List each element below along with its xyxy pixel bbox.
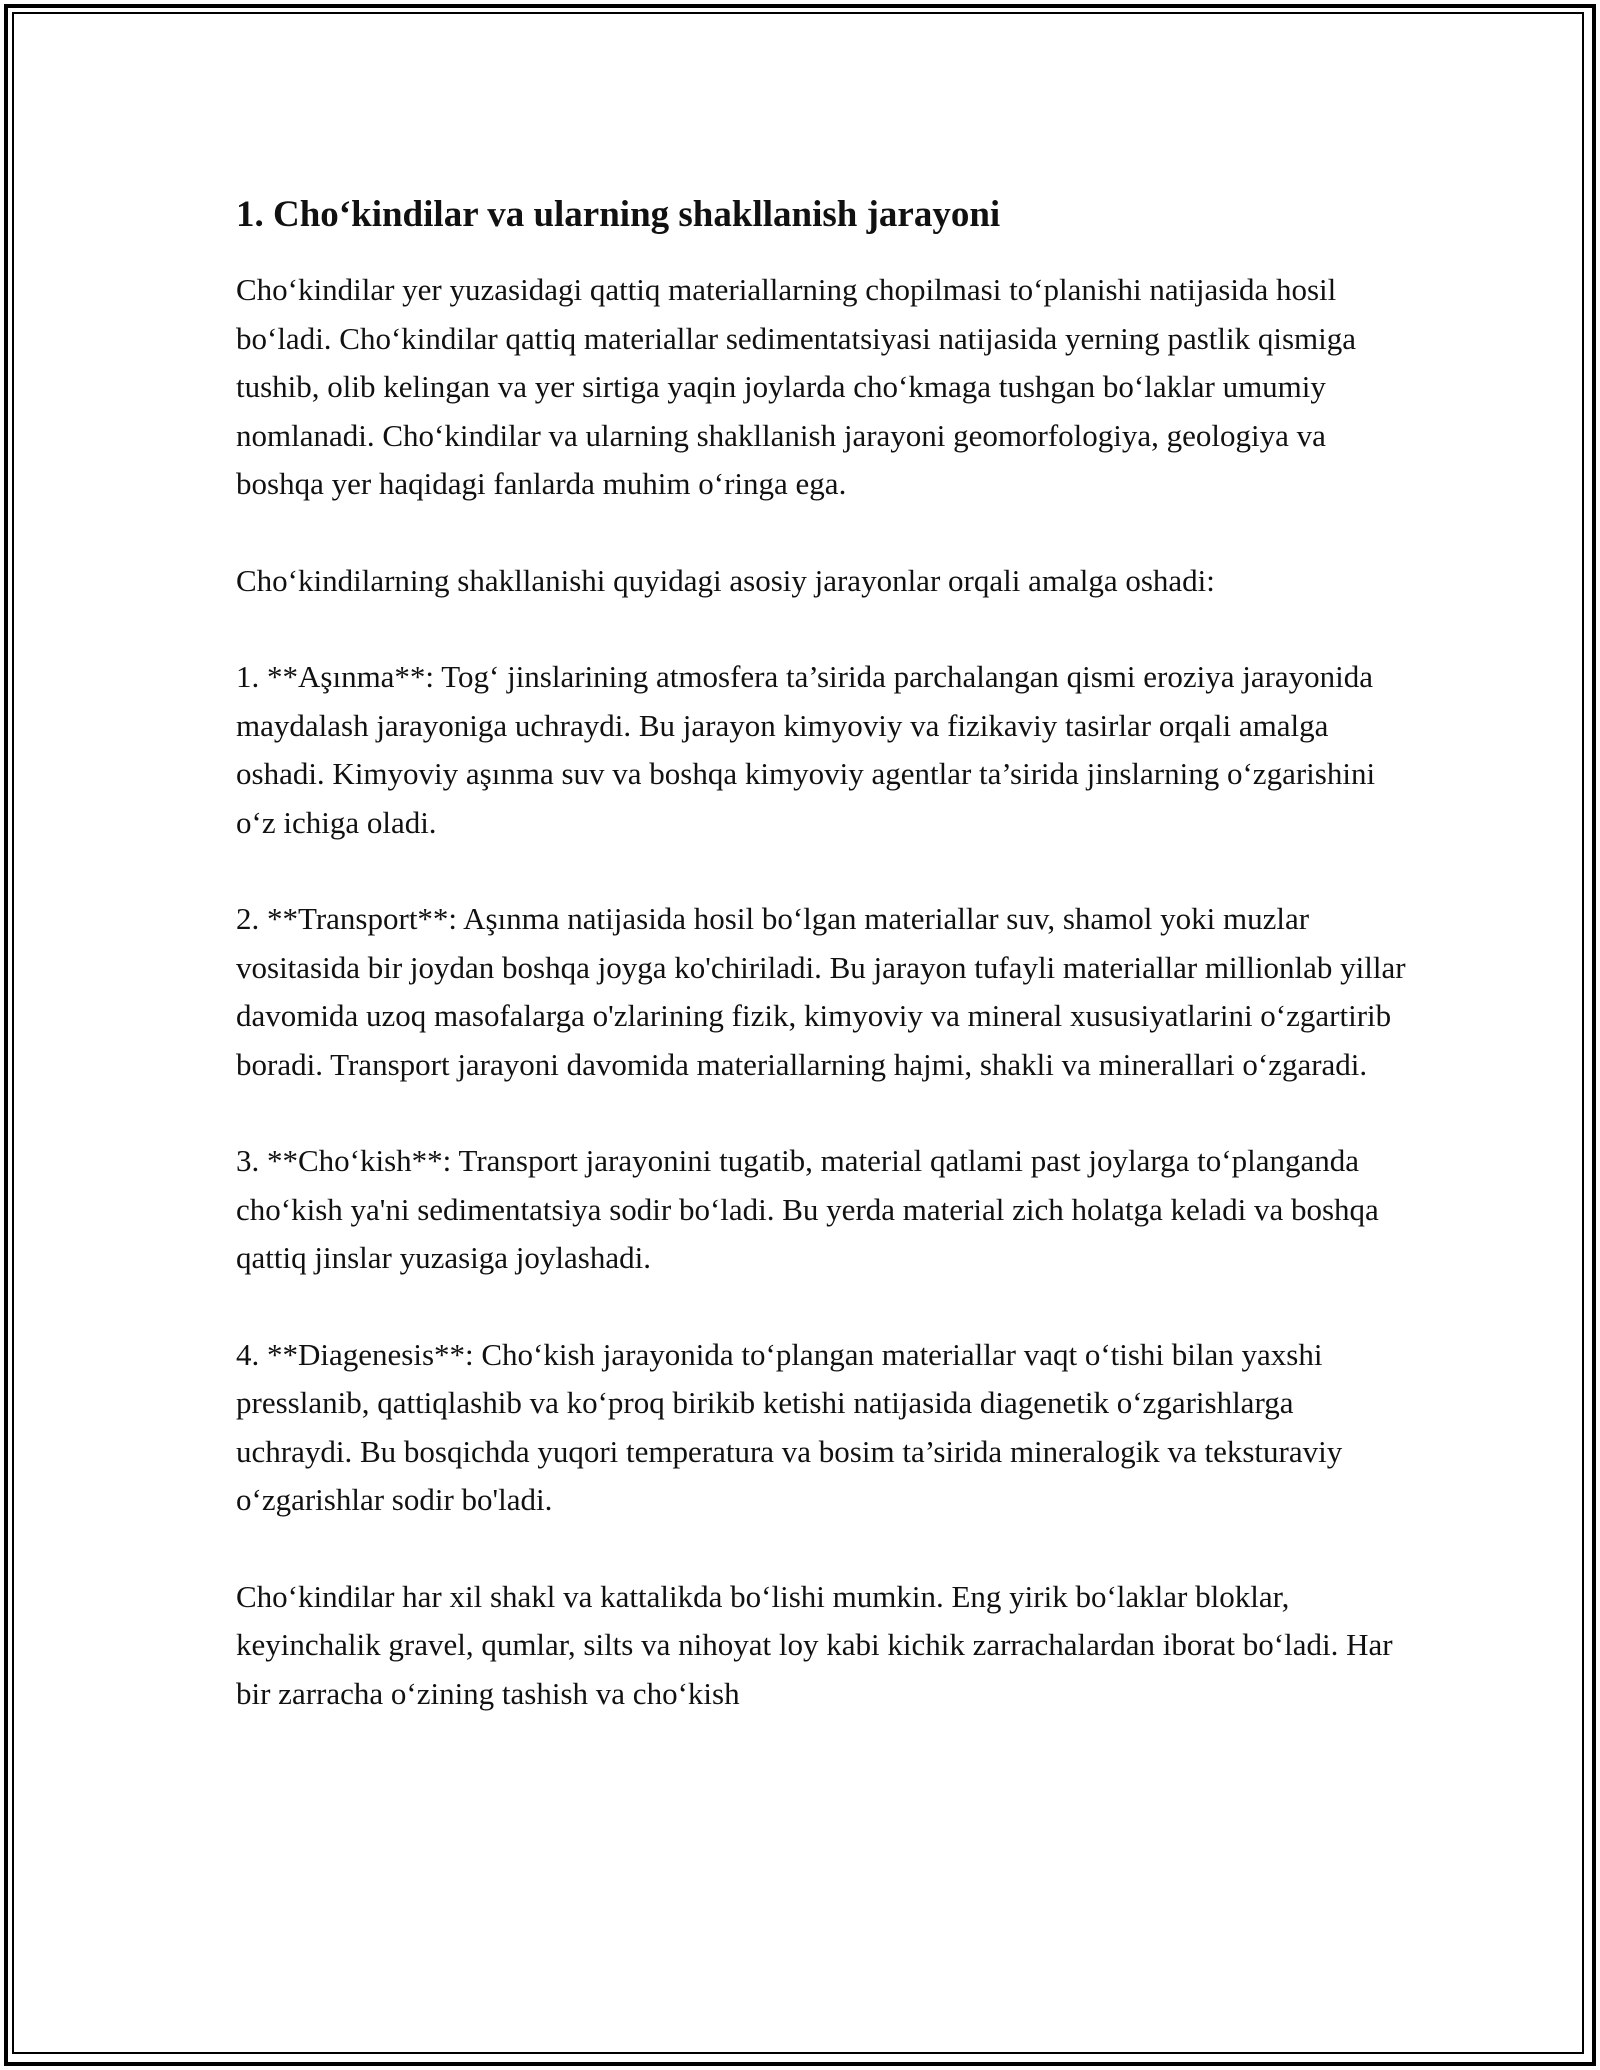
spacer (236, 509, 1406, 557)
paragraph-weathering: 1. **Aşınma**: Tog‘ jinslarining atmosfera ta’sirida parchalangan qismi eroziya jarayonida maydalash jarayoniga uchraydi. Bu jarayon kimyoviy va fizikaviy tasirlar orqali amalga oshadi. Kimyoviy aşınma suv va boshqa kimyoviy agentlar ta’sirida jinslarning o‘zgarishini o‘z ichiga oladi. (236, 659, 1376, 840)
spacer (236, 1525, 1406, 1573)
document-body (236, 188, 1406, 1718)
paragraph-grain-sizes: Cho‘kindilar har xil shakl va kattalikda bo‘lishi mumkin. Eng yirik bo‘laklar bloklar, keyinchalik gravel, qumlar, silts va nihoyat loy kabi kichik zarrachalardan iborat bo‘ladi. Har bir zarracha o‘zining tashish va cho‘kish (236, 1578, 1393, 1711)
paragraph-transport: 2. **Transport**: Aşınma natijasida hosil bo‘lgan materiallar suv, shamol yoki muzlar vositasida bir joydan boshqa joyga ko'chiriladi. Bu jarayon tufayli materiallar millionlab yillar davomida uzoq masofalarga o'zlarining fizik, kimyoviy va mineral xususiyatlarini o‘zgartirib boradi. Transport jarayoni davomida materiallarning hajmi, shakli va minerallari o‘zgaradi. (236, 901, 1406, 1082)
paragraph-intro: Cho‘kindilar yer yuzasidagi qattiq materiallarning chopilmasi to‘planishi natijasida hosil bo‘ladi. Cho‘kindilar qattiq materiallar sedimentatsiyasi natijasida yerning pastlik qismiga tushib, olib kelingan va yer sirtiga yaqin joylarda cho‘kmaga tushgan bo‘laklar umumiy nomlanadi. Cho‘kindilar va ularning shakllanish jarayoni geomorfologiya, geologiya va boshqa yer haqidagi fanlarda muhim o‘ringa ega. (236, 272, 1357, 501)
spacer (236, 1089, 1406, 1137)
spacer (236, 847, 1406, 895)
spacer (236, 1283, 1406, 1331)
paragraph-processes-lead: Cho‘kindilarning shakllanishi quyidagi asosiy jarayonlar orqali amalga oshadi: (236, 562, 1215, 598)
spacer (236, 605, 1406, 653)
document-title: 1. Cho‘kindilar va ularning shakllanish jarayoni (236, 194, 1001, 235)
paragraph-diagenesis: 4. **Diagenesis**: Cho‘kish jarayonida to‘plangan materiallar vaqt o‘tishi bilan yaxshi presslanib, qattiqlashib va ko‘proq birikib ketishi natijasida diagenetik o‘zgarishlarga uchraydi. Bu bosqichda yuqori temperatura va bosim ta’sirida mineralogik va teksturaviy o‘zgarishlar sodir bo'ladi. (236, 1336, 1343, 1517)
spacer (236, 242, 1406, 266)
paragraph-deposition: 3. **Cho‘kish**: Transport jarayonini tugatib, material qatlami past joylarga to‘planganda cho‘kish ya'ni sedimentatsiya sodir bo‘ladi. Bu yerda material zich holatga keladi va boshqa qattiq jinslar yuzasiga joylashadi. (236, 1143, 1379, 1275)
